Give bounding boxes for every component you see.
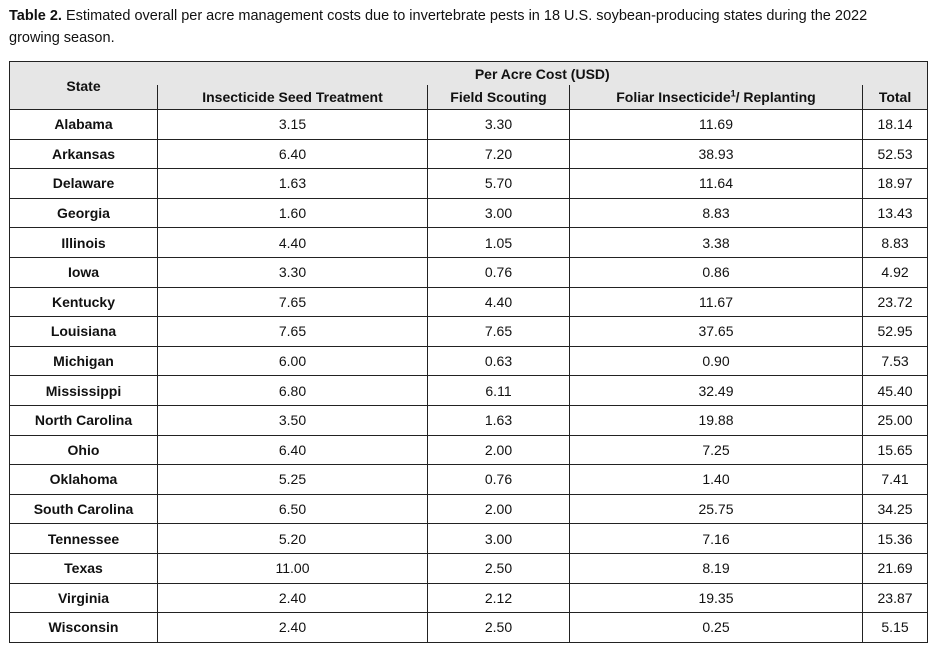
table-row (10, 613, 928, 643)
replanting-label: / Replanting (735, 89, 816, 105)
total-cell: 21.69 (863, 553, 928, 583)
seed-treatment-cell: 2.40 (158, 583, 428, 613)
state-cell: Wisconsin (10, 613, 158, 643)
state-cell: Texas (10, 553, 158, 583)
state-cell: Georgia (10, 198, 158, 228)
seed-treatment-cell: 3.50 (158, 405, 428, 435)
per-acre-cost-header: Per Acre Cost (USD) (158, 62, 928, 86)
total-cell: 15.65 (863, 435, 928, 465)
seed-treatment-cell: 7.65 (158, 287, 428, 317)
foliar-insecticide-cell: 7.16 (570, 524, 863, 554)
seed-treatment-cell: 6.40 (158, 435, 428, 465)
seed-treatment-cell: 6.00 (158, 346, 428, 376)
caption-text: Estimated overall per acre management costs due to invertebrate pests in 18 U.S. soybean-producing states during the 2022 growing season. (9, 8, 868, 46)
state-cell: Mississippi (10, 376, 158, 406)
foliar-insecticide-cell: 0.90 (570, 346, 863, 376)
table-row (10, 139, 928, 169)
seed-treatment-cell: 6.50 (158, 494, 428, 524)
seed-treatment-cell: 5.25 (158, 465, 428, 495)
table-row (10, 346, 928, 376)
seed-treatment-cell: 4.40 (158, 228, 428, 258)
field-scouting-cell: 2.12 (428, 583, 570, 613)
seed-treatment-cell: 11.00 (158, 553, 428, 583)
seed-treatment-cell: 7.65 (158, 317, 428, 347)
field-scouting-cell: 5.70 (428, 169, 570, 199)
table-row (10, 583, 928, 613)
caption-label: Table 2. (9, 8, 62, 24)
field-scouting-cell: 1.63 (428, 405, 570, 435)
field-scouting-cell: 0.76 (428, 257, 570, 287)
state-column-header: State (10, 62, 158, 110)
state-cell: Tennessee (10, 524, 158, 554)
table-caption (9, 5, 909, 49)
field-scouting-cell: 6.11 (428, 376, 570, 406)
total-cell: 18.14 (863, 110, 928, 140)
field-scouting-cell: 0.63 (428, 346, 570, 376)
foliar-insecticide-cell: 11.64 (570, 169, 863, 199)
field-scouting-cell: 2.00 (428, 435, 570, 465)
table-row (10, 524, 928, 554)
seed-treatment-cell: 5.20 (158, 524, 428, 554)
total-cell: 34.25 (863, 494, 928, 524)
table-row (10, 465, 928, 495)
state-cell: Iowa (10, 257, 158, 287)
table-row (10, 257, 928, 287)
table-row (10, 198, 928, 228)
state-cell: Michigan (10, 346, 158, 376)
foliar-insecticide-cell: 11.69 (570, 110, 863, 140)
foliar-label: Foliar Insecticide (616, 89, 731, 105)
foliar-insecticide-cell: 37.65 (570, 317, 863, 347)
field-scouting-cell: 2.00 (428, 494, 570, 524)
state-cell: South Carolina (10, 494, 158, 524)
total-cell: 52.53 (863, 139, 928, 169)
field-scouting-cell: 3.00 (428, 198, 570, 228)
seed-treatment-header: Insecticide Seed Treatment (158, 85, 428, 110)
table-header (10, 62, 928, 110)
state-cell: Arkansas (10, 139, 158, 169)
field-scouting-cell: 1.05 (428, 228, 570, 258)
foliar-insecticide-cell: 0.25 (570, 613, 863, 643)
field-scouting-cell: 4.40 (428, 287, 570, 317)
seed-treatment-cell: 1.60 (158, 198, 428, 228)
state-cell: Virginia (10, 583, 158, 613)
foliar-insecticide-cell: 3.38 (570, 228, 863, 258)
total-cell: 8.83 (863, 228, 928, 258)
seed-treatment-cell: 1.63 (158, 169, 428, 199)
seed-treatment-cell: 6.40 (158, 139, 428, 169)
total-cell: 52.95 (863, 317, 928, 347)
total-cell: 15.36 (863, 524, 928, 554)
field-scouting-cell: 7.20 (428, 139, 570, 169)
total-header: Total (863, 85, 928, 110)
table-row (10, 376, 928, 406)
foliar-insecticide-cell: 25.75 (570, 494, 863, 524)
total-cell: 25.00 (863, 405, 928, 435)
state-cell: Kentucky (10, 287, 158, 317)
field-scouting-cell: 0.76 (428, 465, 570, 495)
field-scouting-cell: 3.30 (428, 110, 570, 140)
foliar-insecticide-cell: 8.19 (570, 553, 863, 583)
total-cell: 18.97 (863, 169, 928, 199)
total-cell: 7.53 (863, 346, 928, 376)
state-cell: Illinois (10, 228, 158, 258)
table-row (10, 553, 928, 583)
field-scouting-header: Field Scouting (428, 85, 570, 110)
foliar-insecticide-cell: 1.40 (570, 465, 863, 495)
state-cell: Delaware (10, 169, 158, 199)
state-cell: Louisiana (10, 317, 158, 347)
cost-table (9, 61, 928, 643)
field-scouting-cell: 2.50 (428, 553, 570, 583)
state-cell: North Carolina (10, 405, 158, 435)
table-row (10, 317, 928, 347)
total-cell: 5.15 (863, 613, 928, 643)
table-row (10, 228, 928, 258)
table-row (10, 494, 928, 524)
table-body (10, 110, 928, 643)
foliar-insecticide-cell: 7.25 (570, 435, 863, 465)
total-cell: 13.43 (863, 198, 928, 228)
table-row (10, 405, 928, 435)
field-scouting-cell: 2.50 (428, 613, 570, 643)
foliar-insecticide-cell: 8.83 (570, 198, 863, 228)
foliar-insecticide-cell: 0.86 (570, 257, 863, 287)
seed-treatment-cell: 6.80 (158, 376, 428, 406)
foliar-insecticide-header (570, 85, 863, 110)
foliar-insecticide-cell: 19.88 (570, 405, 863, 435)
table-row (10, 110, 928, 140)
table-row (10, 287, 928, 317)
footnote-marker: 1 (730, 88, 736, 99)
table-row (10, 169, 928, 199)
field-scouting-cell: 7.65 (428, 317, 570, 347)
foliar-insecticide-cell: 38.93 (570, 139, 863, 169)
total-cell: 23.72 (863, 287, 928, 317)
foliar-insecticide-cell: 19.35 (570, 583, 863, 613)
seed-treatment-cell: 2.40 (158, 613, 428, 643)
total-cell: 4.92 (863, 257, 928, 287)
total-cell: 45.40 (863, 376, 928, 406)
state-cell: Oklahoma (10, 465, 158, 495)
field-scouting-cell: 3.00 (428, 524, 570, 554)
total-cell: 7.41 (863, 465, 928, 495)
state-cell: Alabama (10, 110, 158, 140)
seed-treatment-cell: 3.15 (158, 110, 428, 140)
state-cell: Ohio (10, 435, 158, 465)
seed-treatment-cell: 3.30 (158, 257, 428, 287)
table-row (10, 435, 928, 465)
foliar-insecticide-cell: 11.67 (570, 287, 863, 317)
foliar-insecticide-cell: 32.49 (570, 376, 863, 406)
total-cell: 23.87 (863, 583, 928, 613)
